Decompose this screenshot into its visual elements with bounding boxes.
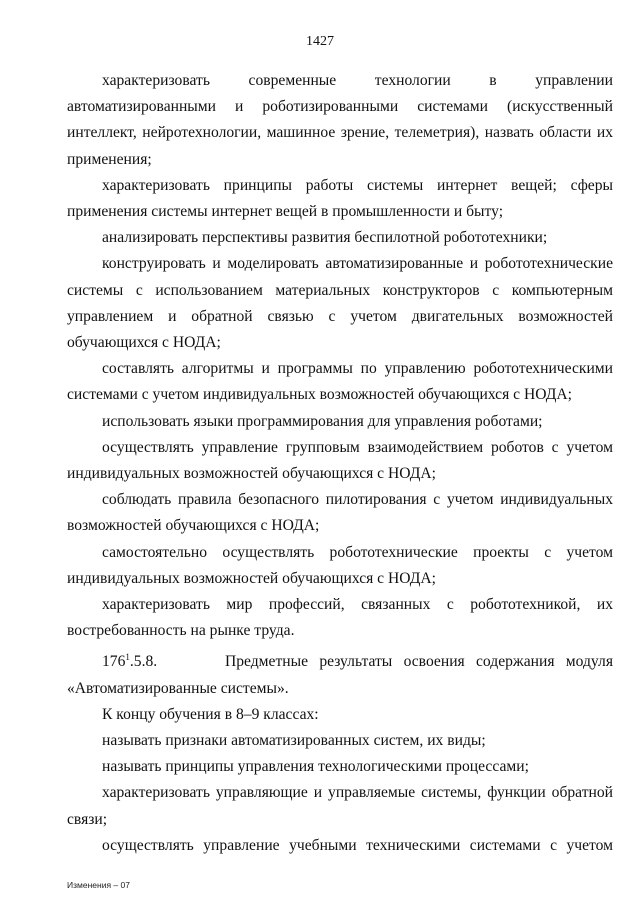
paragraph: осуществлять управление групповым взаимодействием роботов с учетом индивидуальных возможностей обучающихся с НОДА; (67, 438, 613, 483)
section-title: Предметные результаты освоения содержания модуля «Автоматизированные системы». (67, 653, 613, 697)
section-number: $176^1.5.8$. (102, 652, 158, 671)
paragraph: характеризовать управляющие и управляемые системы, функции обратной связи; (67, 784, 613, 828)
paragraph: анализировать перспективы развития беспилотной робототехники; (102, 229, 548, 247)
paragraph: использовать языки программирования для управления роботами; (102, 412, 543, 430)
paragraph: называть принципы управления технологическими процессами; (102, 758, 529, 776)
paragraph: составлять алгоритмы и программы по управлению робототехническими системами с учетом индивидуальных возможностей обучающихся с НОДА; (67, 360, 613, 404)
footer-note: Изменения – 07 (67, 880, 130, 890)
section-heading (67, 644, 613, 701)
paragraph: характеризовать современные технологии в управлении автоматизированными и роботизированными системами (искусственный интеллект, нейротехнологии, машинное зрение, телеметрия), назвать области их применения; (67, 72, 613, 168)
paragraph: характеризовать мир профессий, связанных с робототехникой, их востребованность на рынке труда. (67, 596, 613, 640)
paragraph: соблюдать правила безопасного пилотирования с учетом индивидуальных возможностей обучающихся с НОДА; (67, 491, 613, 535)
paragraph: К концу обучения в 8–9 классах: (102, 705, 319, 723)
document-body (67, 68, 613, 859)
page-number: 1427 (306, 34, 334, 49)
paragraph: самостоятельно осуществлять робототехнические проекты с учетом индивидуальных возможностей обучающихся с НОДА; (67, 543, 613, 587)
paragraph: называть признаки автоматизированных систем, их виды; (102, 732, 486, 750)
paragraph: осуществлять управление учебными техническими системами с учетом (102, 836, 613, 854)
paragraph: характеризовать принципы работы системы интернет вещей; сферы применения системы интернет вещей в промышленности и быту; (67, 176, 613, 221)
paragraph: конструировать и моделировать автоматизированные и робототехнические системы с использованием материальных конструкторов с компьютерным управлением и обратной связью с учетом двигательных возможностей обучающихся с НОДА; (67, 255, 613, 352)
